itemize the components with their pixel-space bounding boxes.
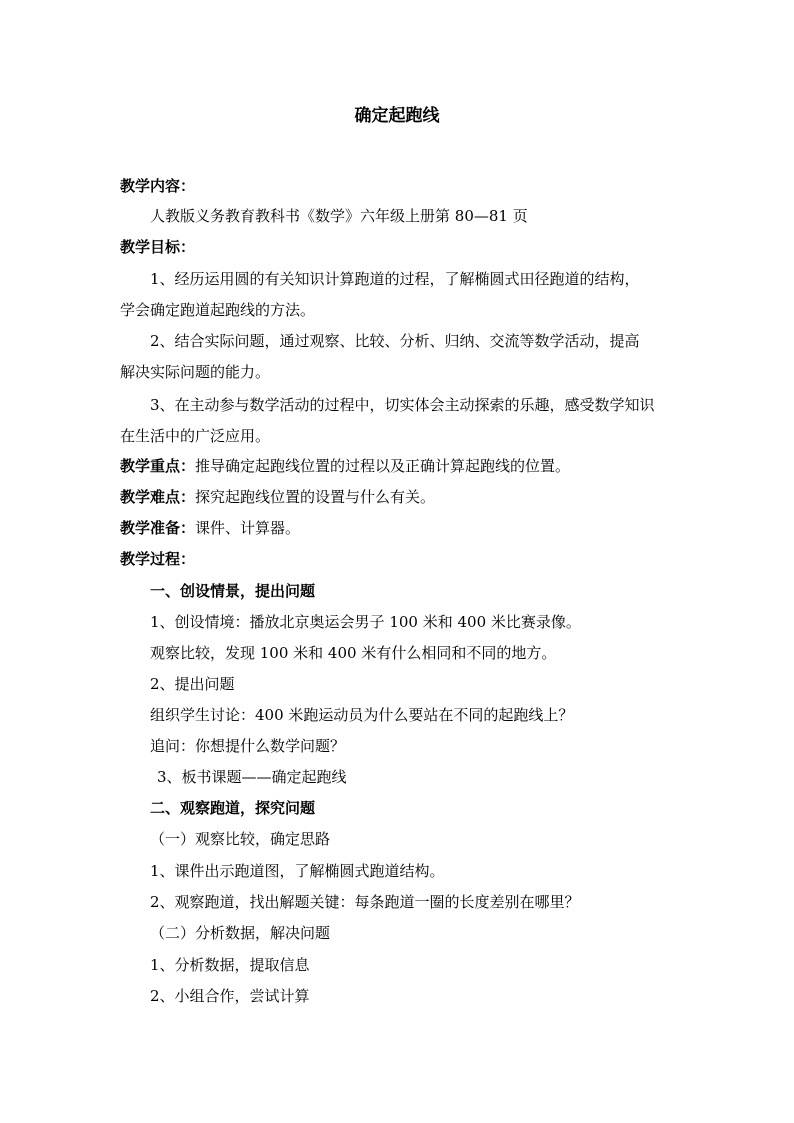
difficulty-row <box>120 486 690 508</box>
goals-heading: 教学目标： <box>120 238 196 256</box>
goal1-line2: 学会确定跑道起跑线的方法。 <box>120 301 316 319</box>
preparation-row <box>120 517 690 539</box>
difficulty-text: 探究起跑线位置的设置与什么有关。 <box>195 488 436 506</box>
goal3-line1: 3、在主动参与数学活动的过程中，切实体会主动探索的乐趣，感受数学知识 <box>150 396 655 414</box>
section2-heading: 二、观察跑道，探究问题 <box>150 799 316 817</box>
key-point-row <box>120 455 690 477</box>
section2-sub1-item1: 1、课件出示跑道图，了解椭圆式跑道结构。 <box>150 862 445 880</box>
section2-sub1-item2: 2、观察跑道，找出解题关键：每条跑道一圈的长度差别在哪里？ <box>150 893 580 911</box>
section1-item2-followup: 追问：你想提什么数学问题？ <box>150 737 346 755</box>
preparation-text: 课件、计算器。 <box>195 519 301 537</box>
section1-item1-detail: 观察比较，发现 100 米和 400 米有什么相同和不同的地方。 <box>150 644 557 662</box>
goal3-line2: 在生活中的广泛应用。 <box>120 427 271 445</box>
section1-item2-detail: 组织学生讨论：400 米跑运动员为什么要站在不同的起跑线上？ <box>150 706 574 724</box>
preparation-label: 教学准备： <box>120 519 196 537</box>
difficulty-label: 教学难点： <box>120 488 196 506</box>
key-point-text: 推导确定起跑线位置的过程以及正确计算起跑线的位置。 <box>195 457 571 475</box>
goal2-line1: 2、结合实际问题，通过观察、比较、分析、归纳、交流等数学活动，提高 <box>150 332 640 350</box>
goal1-line1: 1、经历运用圆的有关知识计算跑道的过程，了解椭圆式田径跑道的结构， <box>150 270 640 288</box>
content-heading: 教学内容： <box>120 177 196 195</box>
section1-item2: 2、提出问题 <box>150 675 235 693</box>
content-text: 人教版义务教育教科书《数学》六年级上册第 80—81 页 <box>150 207 528 225</box>
process-heading: 教学过程： <box>120 550 196 568</box>
section2-sub2-item2: 2、小组合作，尝试计算 <box>150 987 310 1005</box>
goal2-line2: 解决实际问题的能力。 <box>120 363 271 381</box>
section2-sub1-heading: （一）观察比较，确定思路 <box>150 830 331 848</box>
section2-sub2-heading: （二）分析数据，解决问题 <box>150 924 331 942</box>
key-point-label: 教学重点： <box>120 457 196 475</box>
document-title: 确定起跑线 <box>354 106 440 126</box>
section1-heading: 一、创设情景，提出问题 <box>150 582 316 600</box>
section1-item1: 1、创设情境：播放北京奥运会男子 100 米和 400 米比赛录像。 <box>150 613 581 631</box>
section1-item3: 3、板书课题——确定起跑线 <box>157 768 347 786</box>
section2-sub2-item1: 1、分析数据，提取信息 <box>150 956 310 974</box>
